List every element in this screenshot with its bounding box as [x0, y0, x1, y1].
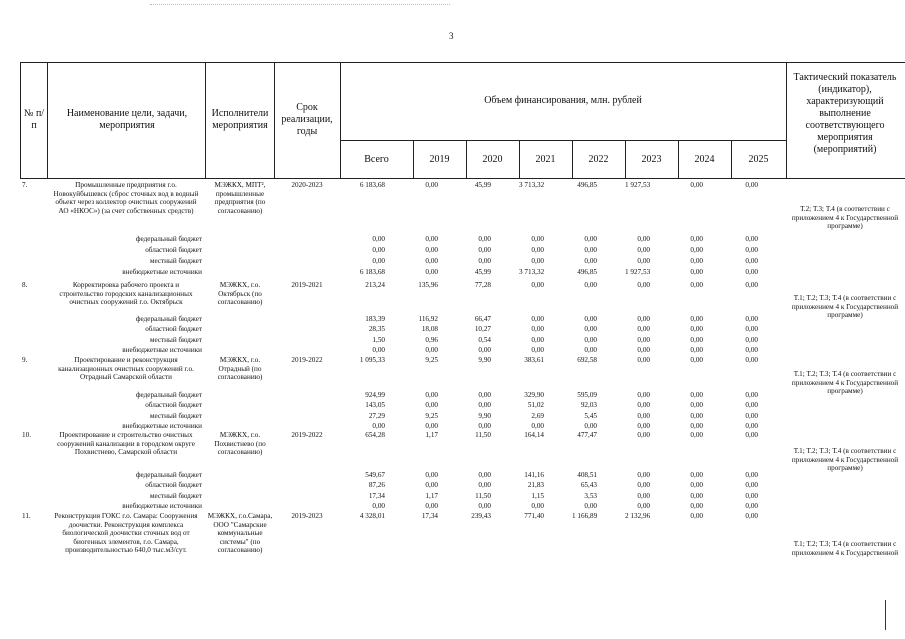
source-value: 0,00	[425, 481, 438, 489]
source-value: 496,85	[577, 268, 597, 276]
row-executors: МЭЖКХ, г.о. Октябрьск (по согласованию)	[217, 281, 263, 307]
source-value: 0,00	[637, 481, 650, 489]
source-value: 0,00	[690, 471, 703, 479]
source-value: 65,43	[580, 481, 597, 489]
header-num: № п/п	[23, 108, 45, 131]
row-value: 2 132,96	[625, 512, 651, 520]
row-number: 9.	[22, 356, 28, 364]
source-value: 0,00	[478, 422, 491, 430]
source-value: 0,00	[637, 235, 650, 243]
source-label: внебюджетные источники	[122, 502, 202, 510]
row-value: 383,61	[524, 356, 544, 364]
source-label: областной бюджет	[145, 481, 202, 489]
source-value: 0,00	[690, 422, 703, 430]
row-value: 0,00	[690, 281, 703, 289]
source-value: 0,00	[584, 235, 597, 243]
source-value: 0,96	[425, 336, 438, 344]
source-value: 0,00	[531, 325, 544, 333]
source-value: 0,00	[478, 391, 491, 399]
source-value: 0,00	[425, 235, 438, 243]
source-value: 0,00	[372, 235, 385, 243]
source-value: 0,00	[478, 257, 491, 265]
source-value: 0,00	[425, 401, 438, 409]
row-value: 213,24	[365, 281, 385, 289]
header-col-2024: 2024	[694, 154, 715, 165]
row-value: 4 328,01	[359, 512, 385, 520]
source-value: 0,00	[690, 401, 703, 409]
row-value: 0,00	[637, 431, 650, 439]
row-executors: МЭЖКХ, г.о. Похвистнево (по согласованию)	[214, 431, 266, 457]
source-value: 0,00	[425, 502, 438, 510]
source-value: 0,00	[745, 412, 758, 420]
header-col-2019: 2019	[429, 154, 450, 165]
source-value: 0,00	[637, 346, 650, 354]
source-value: 0,00	[478, 401, 491, 409]
source-value: 0,00	[637, 492, 650, 500]
header-funding: Объем финансирования, млн. рублей	[484, 95, 642, 106]
source-value: 143,05	[365, 401, 385, 409]
header-year-separator	[340, 140, 786, 141]
source-value: 0,00	[745, 502, 758, 510]
source-label: областной бюджет	[145, 246, 202, 254]
row-value: 0,00	[745, 431, 758, 439]
source-value: 0,00	[690, 257, 703, 265]
source-value: 0,00	[690, 325, 703, 333]
row-name: Проектирование и строительство очистных сооружений канализации в городском округе Похвистнево, Самарской области	[57, 431, 195, 457]
row-number: 7.	[22, 181, 28, 189]
row-name: Промышленные предприятия г.о. Новокуйбышевск (сброс сточных вод в водный объект через коллектор очистных сооружений АО «НКОС») (за счет собственных средств)	[53, 181, 199, 215]
source-label: федеральный бюджет	[135, 315, 202, 323]
row-indicator: Т.1; Т.2; Т.3; Т.4 (в соответствии с приложением 4 к Государственной программе)	[791, 294, 899, 320]
source-value: 0,00	[745, 401, 758, 409]
source-value: 17,34	[368, 492, 385, 500]
row-term: 2020-2023	[291, 181, 323, 189]
source-value: 1,15	[531, 492, 544, 500]
row-value: 0,00	[531, 281, 544, 289]
header-indicator: Тактический показатель (индикатор), характеризующий выполнение соответствующего мероприятия (мероприятий)	[793, 72, 897, 155]
row-indicator: Т.1; Т.2; Т.3; Т.4 (в соответствии с приложением 4 к Государственной программе)	[791, 370, 899, 396]
row-value: 0,00	[637, 356, 650, 364]
source-value: 0,00	[584, 315, 597, 323]
row-indicator: Т.1; Т.2; Т.3; Т.4 (в соответствии с приложением 4 к Государственной программе)	[791, 447, 899, 473]
row-term: 2019-2022	[291, 356, 323, 364]
scan-edge-line	[885, 600, 886, 630]
source-value: 0,00	[690, 481, 703, 489]
row-value: 164,14	[524, 431, 544, 439]
source-value: 0,00	[745, 257, 758, 265]
source-value: 595,09	[577, 391, 597, 399]
row-value: 0,00	[745, 181, 758, 189]
source-label: внебюджетные источники	[122, 422, 202, 430]
source-value: 21,83	[527, 481, 544, 489]
source-value: 408,51	[577, 471, 597, 479]
source-value: 0,00	[584, 325, 597, 333]
source-value: 11,50	[475, 492, 491, 500]
source-value: 0,00	[745, 325, 758, 333]
source-value: 3,53	[584, 492, 597, 500]
row-value: 9,25	[425, 356, 438, 364]
source-label: федеральный бюджет	[135, 471, 202, 479]
scan-artifact-line	[150, 4, 450, 5]
row-value: 1 095,33	[359, 356, 385, 364]
source-value: 0,00	[372, 502, 385, 510]
source-value: 5,45	[584, 412, 597, 420]
header-executors: Исполнители мероприятия	[211, 108, 269, 131]
source-value: 0,00	[425, 346, 438, 354]
row-name: Проектирование и реконструкция канализационных очистных сооружений г.о. Отрадный Самарской области	[58, 356, 194, 382]
row-value: 654,28	[365, 431, 385, 439]
source-value: 0,00	[745, 492, 758, 500]
grid-line	[274, 62, 275, 178]
source-value: 0,00	[690, 315, 703, 323]
source-value: 0,00	[531, 235, 544, 243]
source-value: 0,00	[478, 502, 491, 510]
source-value: 0,00	[372, 422, 385, 430]
header-col-2020: 2020	[482, 154, 503, 165]
source-value: 1 927,53	[625, 268, 651, 276]
source-value: 0,00	[637, 391, 650, 399]
source-value: 66,47	[474, 315, 491, 323]
source-value: 0,00	[584, 257, 597, 265]
source-value: 0,00	[690, 492, 703, 500]
source-value: 27,29	[368, 412, 385, 420]
source-value: 92,03	[580, 401, 597, 409]
source-value: 0,00	[745, 315, 758, 323]
row-value: 3 713,32	[519, 181, 545, 189]
source-value: 0,00	[425, 257, 438, 265]
row-value: 17,34	[421, 512, 438, 520]
source-value: 0,00	[690, 412, 703, 420]
source-value: 1,50	[372, 336, 385, 344]
source-value: 9,90	[478, 412, 491, 420]
page-number: 3	[449, 31, 454, 41]
source-value: 9,25	[425, 412, 438, 420]
source-value: 0,00	[531, 257, 544, 265]
source-value: 0,00	[637, 315, 650, 323]
row-value: 1 166,89	[572, 512, 598, 520]
source-value: 0,00	[584, 346, 597, 354]
source-label: областной бюджет	[145, 401, 202, 409]
source-value: 0,00	[425, 246, 438, 254]
source-value: 0,00	[425, 471, 438, 479]
header-col-2025: 2025	[748, 154, 769, 165]
row-executors: МЭЖКХ, г.о.Самара, ООО "Самарские коммунальные системы" (по согласованию)	[207, 512, 273, 555]
source-value: 0,00	[637, 422, 650, 430]
header-name: Наименование цели, задачи, мероприятия	[66, 108, 188, 131]
row-executors: МЭЖКХ, г.о. Отрадный (по согласованию)	[217, 356, 263, 382]
source-value: 51,02	[527, 401, 544, 409]
grid-line	[205, 62, 206, 178]
row-value: 0,00	[690, 431, 703, 439]
row-name: Корректировка рабочего проекта и строительство городских канализационных очистных сооружений г.о. Октябрьск	[59, 281, 193, 307]
row-value: 135,96	[418, 281, 438, 289]
source-value: 0,00	[637, 336, 650, 344]
source-value: 0,00	[531, 246, 544, 254]
header-col-2023: 2023	[641, 154, 662, 165]
source-value: 0,00	[531, 346, 544, 354]
row-value: 477,47	[577, 431, 597, 439]
source-value: 0,00	[745, 471, 758, 479]
source-value: 0,00	[637, 257, 650, 265]
row-value: 6 183,68	[359, 181, 385, 189]
source-value: 0,00	[531, 502, 544, 510]
source-value: 0,00	[478, 481, 491, 489]
source-label: местный бюджет	[149, 412, 202, 420]
row-value: 0,00	[745, 512, 758, 520]
source-value: 0,00	[745, 246, 758, 254]
source-value: 87,26	[368, 481, 385, 489]
source-value: 0,00	[690, 268, 703, 276]
source-value: 0,00	[690, 246, 703, 254]
row-value: 1 927,53	[625, 181, 651, 189]
source-value: 2,69	[531, 412, 544, 420]
row-number: 8.	[22, 281, 28, 289]
row-value: 239,43	[471, 512, 491, 520]
source-value: 0,00	[478, 246, 491, 254]
source-value: 0,00	[425, 391, 438, 399]
source-value: 0,00	[637, 401, 650, 409]
source-value: 0,00	[637, 246, 650, 254]
source-value: 0,00	[690, 235, 703, 243]
source-value: 0,00	[637, 325, 650, 333]
row-term: 2019-2023	[291, 512, 323, 520]
header-term: Срок реализации, годы	[281, 102, 333, 137]
source-value: 0,00	[372, 257, 385, 265]
source-value: 0,00	[531, 315, 544, 323]
row-value: 692,58	[577, 356, 597, 364]
row-name: Реконструкция ГОКС г.о. Самара: Сооружения доочистки. Реконструкция комплекса биологической доочистки сточных вод от биогенных элементов, г.о. Самара, производительностью 640,0 тыс.м3/сут.	[54, 512, 198, 555]
source-value: 18,08	[421, 325, 438, 333]
source-value: 0,00	[637, 502, 650, 510]
source-value: 0,00	[745, 235, 758, 243]
header-bottom-border	[20, 178, 905, 179]
source-value: 0,00	[637, 471, 650, 479]
source-label: внебюджетные источники	[122, 346, 202, 354]
source-value: 0,00	[745, 481, 758, 489]
source-value: 3 713,32	[519, 268, 545, 276]
row-value: 1,17	[425, 431, 438, 439]
row-value: 0,00	[584, 281, 597, 289]
source-value: 0,00	[637, 412, 650, 420]
source-label: областной бюджет	[145, 325, 202, 333]
source-label: местный бюджет	[149, 336, 202, 344]
row-value: 0,00	[425, 181, 438, 189]
row-number: 11.	[22, 512, 31, 520]
source-value: 0,00	[372, 346, 385, 354]
row-value: 0,00	[745, 281, 758, 289]
source-value: 0,00	[690, 502, 703, 510]
table-top-border	[20, 62, 905, 63]
row-value: 11,50	[475, 431, 491, 439]
source-value: 141,16	[524, 471, 544, 479]
source-value: 0,00	[584, 422, 597, 430]
source-label: местный бюджет	[149, 257, 202, 265]
source-value: 0,00	[745, 346, 758, 354]
row-term: 2019-2022	[291, 431, 323, 439]
row-value: 77,28	[474, 281, 491, 289]
row-value: 771,40	[524, 512, 544, 520]
row-number: 10.	[22, 431, 31, 439]
source-value: 924,99	[365, 391, 385, 399]
source-label: федеральный бюджет	[135, 391, 202, 399]
grid-line	[786, 62, 787, 178]
source-value: 1,17	[425, 492, 438, 500]
source-value: 0,00	[478, 471, 491, 479]
source-value: 0,00	[531, 336, 544, 344]
row-value: 0,00	[690, 181, 703, 189]
row-value: 0,00	[745, 356, 758, 364]
source-label: внебюджетные источники	[122, 268, 202, 276]
source-label: федеральный бюджет	[135, 235, 202, 243]
source-value: 6 183,68	[359, 268, 385, 276]
source-value: 0,00	[584, 336, 597, 344]
source-value: 45,99	[474, 268, 491, 276]
source-value: 0,00	[425, 422, 438, 430]
row-value: 9,90	[478, 356, 491, 364]
row-term: 2019-2021	[291, 281, 323, 289]
source-value: 0,00	[745, 422, 758, 430]
source-label: местный бюджет	[149, 492, 202, 500]
source-value: 0,00	[584, 502, 597, 510]
row-value: 45,99	[474, 181, 491, 189]
source-value: 0,00	[478, 346, 491, 354]
source-value: 0,00	[425, 268, 438, 276]
row-value: 0,00	[690, 356, 703, 364]
grid-line	[20, 62, 21, 178]
source-value: 0,00	[584, 246, 597, 254]
row-value: 0,00	[690, 512, 703, 520]
source-value: 0,00	[478, 235, 491, 243]
source-value: 0,00	[690, 346, 703, 354]
source-value: 0,54	[478, 336, 491, 344]
header-col-2021: 2021	[535, 154, 556, 165]
source-value: 0,00	[745, 336, 758, 344]
source-value: 0,00	[745, 268, 758, 276]
grid-line	[47, 62, 48, 178]
source-value: 0,00	[531, 422, 544, 430]
source-value: 28,35	[368, 325, 385, 333]
header-col-total: Всего	[364, 154, 389, 165]
source-value: 329,90	[524, 391, 544, 399]
source-value: 10,27	[474, 325, 491, 333]
source-value: 549,67	[365, 471, 385, 479]
row-executors: МЭЖКХ, МПТ², промышленные предприятия (по согласованию)	[214, 181, 266, 215]
row-value: 496,85	[577, 181, 597, 189]
source-value: 183,39	[365, 315, 385, 323]
source-value: 0,00	[690, 336, 703, 344]
source-value: 0,00	[690, 391, 703, 399]
row-indicator: Т.2; Т.3; Т.4 (в соответствии с приложением 4 к Государственной программе)	[791, 205, 899, 231]
header-col-2022: 2022	[588, 154, 609, 165]
row-value: 0,00	[637, 281, 650, 289]
source-value: 116,92	[418, 315, 438, 323]
source-value: 0,00	[372, 246, 385, 254]
row-indicator: Т.1; Т.2; Т.3; Т.4 (в соответствии с приложением 4 к Государственной	[791, 540, 899, 557]
source-value: 0,00	[745, 391, 758, 399]
